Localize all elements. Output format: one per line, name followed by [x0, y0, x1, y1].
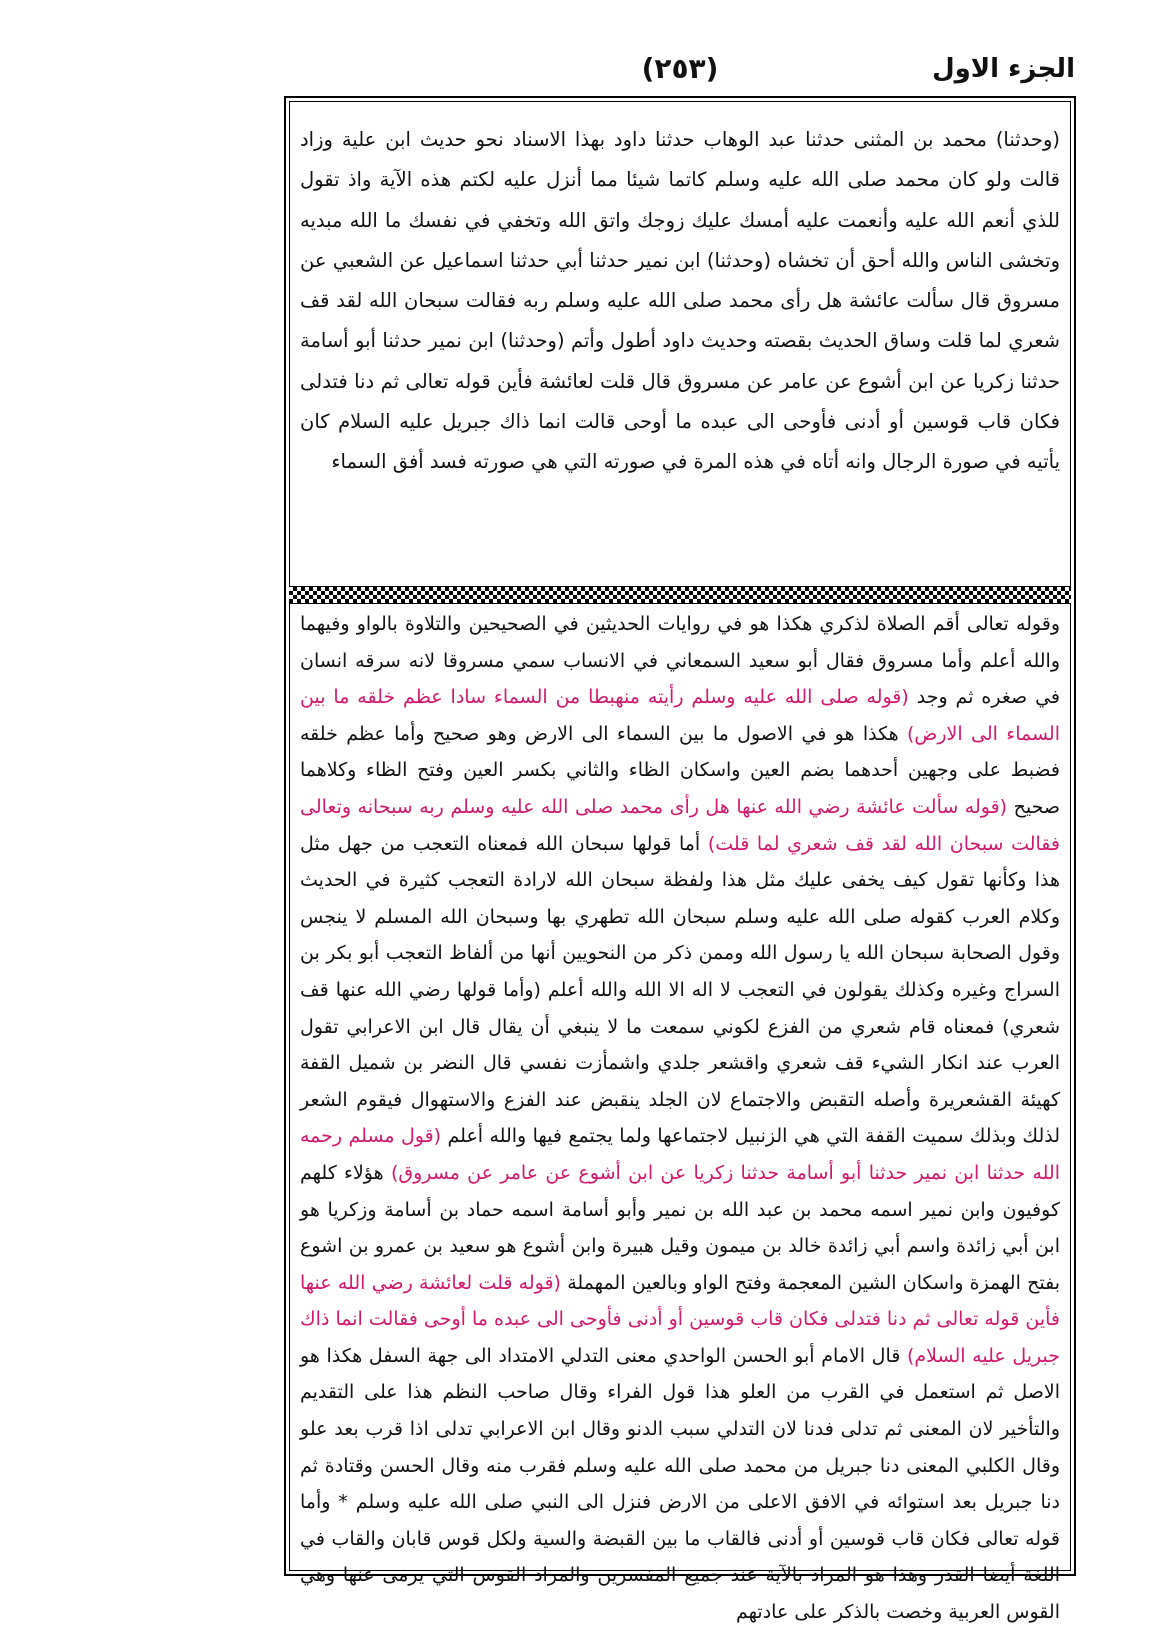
commentary-text: هكذا هو في الاصول ما بين السماء الى الارض وهو صحيح وأما عظم خلقه فضبط على وجهين أحدهما بضم العين واسكان الظاء والثاني بكسر العين وفتح الظاء وكلاهما صحيح — [300, 722, 1060, 818]
page-frame — [284, 96, 1076, 1624]
lemma-quote: (قوله قلت لعائشة رضي الله عنها فأين قوله تعالى ثم دنا فتدلى فكان قاب قوسين أو أدنى فأوحى الى عبده ما أوحى فقالت انما ذاك جبريل عليه السلام) — [300, 1271, 1060, 1367]
volume-label: الجزء الاول — [932, 54, 1075, 84]
commentary-text: قال الامام أبو الحسن الواحدي معنى التدلي الامتداد الى جهة السفل هكذا هو الاصل ثم استعمل في القرب من العلو هذا قول الفراء وقال صاحب النظم هذا على التقديم والتأخير لان المعنى ثم تدلى فدنا لان التدلي سبب الدنو وقال ابن الاعرابي تدلى اذا قرب بعد علو وقال الكلبي المعنى دنا جبريل من محمد صلى الله عليه وسلم فقرب منه وقال الحسن وقتادة ثم دنا جبريل بعد استوائه في الافق الاعلى من الارض فنزل الى النبي صلى الله عليه وسلم * وأما قوله تعالى فكان قاب قوسين أو أدنى فالقاب ما بين القبضة والسية ولكل قوس قابان والقاب في اللغة أيضا القدر وهذا هو المراد بالآية عند جميع المفسرين والمراد القوس التي يرمى عنها وهي القوس العربية وخصت بالذكر على عادتهم — [300, 1344, 1060, 1624]
commentary-text: وقوله تعالى أقم الصلاة لذكري هكذا هو في روايات الحديثين في الصحيحين والتلاوة بالواو وفيهما والله أعلم وأما مسروق فقال أبو سعيد السمعاني في الانساب سمي مسروقا لانه سرقه انسان في صغره ثم وجد — [300, 613, 1060, 709]
page-header — [285, 50, 1075, 94]
checkered-divider — [289, 586, 1071, 604]
lemma-quote: (قوله صلى الله عليه وسلم رأيته منهبطا من السماء سادا عظم خلقه ما بين السماء الى الارض) — [300, 686, 1060, 745]
commentary-text: هؤلاء كلهم كوفيون وابن نمير اسمه محمد بن عبد الله بن نمير وأبو أسامة اسمه حماد بن أسامة وزكريا هو ابن أبي زائدة واسم أبي زائدة خالد بن ميمون وقيل هبيرة وابن أشوع هو سعيد بن عمرو بن اشوع بفتح الهمزة واسكان الشين المعجمة وفتح الواو وبالعين المهملة — [300, 1161, 1060, 1294]
sharh-text-block — [300, 606, 1060, 1624]
commentary-text: أما قولها سبحان الله فمعناه التعجب من جهل مثل هذا وكأنها تقول كيف يخفى عليك مثل هذا ولفظة سبحان الله لارادة التعجب كثيرة في الحديث وكلام العرب كقوله صلى الله عليه وسلم سبحان الله تطهري بها وسبحان الله المسلم لا ينجس وقول الصحابة سبحان الله يا رسول الله وممن ذكر من النحويين أنها من ألفاظ التعجب أبو بكر بن السراج وغيره وكذلك يقولون في التعجب لا اله الا الله والله أعلم (وأما قولها رضي الله عنها قف شعري) فمعناه قام شعري من الفزع لكوني سمعت ما لا ينبغي أن يقال قال ابن الاعرابي تقول العرب عند انكار الشيء قف شعري واقشعر جلدي واشمأزت نفسي قال النضر بن شميل القفة كهيئة القشعريرة وأصله التقبض والاجتماع لان الجلد ينقبض عند الفزع والاستهوال فيقوم الشعر لذلك وبذلك سميت القفة التي هي الزنبيل لاجتماعها ولما يجتمع فيها والله أعلم — [300, 832, 1060, 1148]
commentary-paragraph — [300, 606, 1060, 1631]
matn-paragraph: (وحدثنا) محمد بن المثنى حدثنا عبد الوهاب حدثنا داود بهذا الاسناد نحو حديث ابن علية وزاد قالت ولو كان محمد صلى الله عليه وسلم كاتما شيئا مما أنزل عليه لكتم هذه الآية واذ تقول للذي أنعم الله عليه وأنعمت عليه أمسك عليك زوجك واتق الله وتخفي في نفسك ما الله مبديه وتخشى الناس والله أحق أن تخشاه (وحدثنا) ابن نمير حدثنا أبي حدثنا اسماعيل عن الشعبي عن مسروق قال سألت عائشة هل رأى محمد صلى الله عليه وسلم ربه فقالت سبحان الله لقد قف شعري لما قلت وساق الحديث بقصته وحديث داود أطول وأتم (وحدثنا) ابن نمير حدثنا أبو أسامة حدثنا زكريا عن ابن أشوع عن عامر عن مسروق قال قلت لعائشة فأين قوله تعالى ثم دنا فتدلى فكان قاب قوسين أو أدنى فأوحى الى عبده ما أوحى قالت انما ذاك جبريل عليه السلام كان يأتيه في صورة الرجال وانه أتاه في هذه المرة في صورته التي هي صورته فسد أفق السماء — [300, 128, 1060, 474]
lemma-quote: (قوله سألت عائشة رضي الله عنها هل رأى محمد صلى الله عليه وسلم ربه سبحانه وتعالى فقالت سبحان الله لقد قف شعري لما قلت) — [300, 795, 1060, 855]
page-number: (٢٥٣) — [641, 52, 719, 85]
matn-text-block — [300, 120, 1060, 570]
lemma-quote: (قول مسلم رحمه الله حدثنا ابن نمير حدثنا أبو أسامة حدثنا زكريا عن ابن أشوع عن عامر عن مسروق) — [300, 1125, 1060, 1184]
